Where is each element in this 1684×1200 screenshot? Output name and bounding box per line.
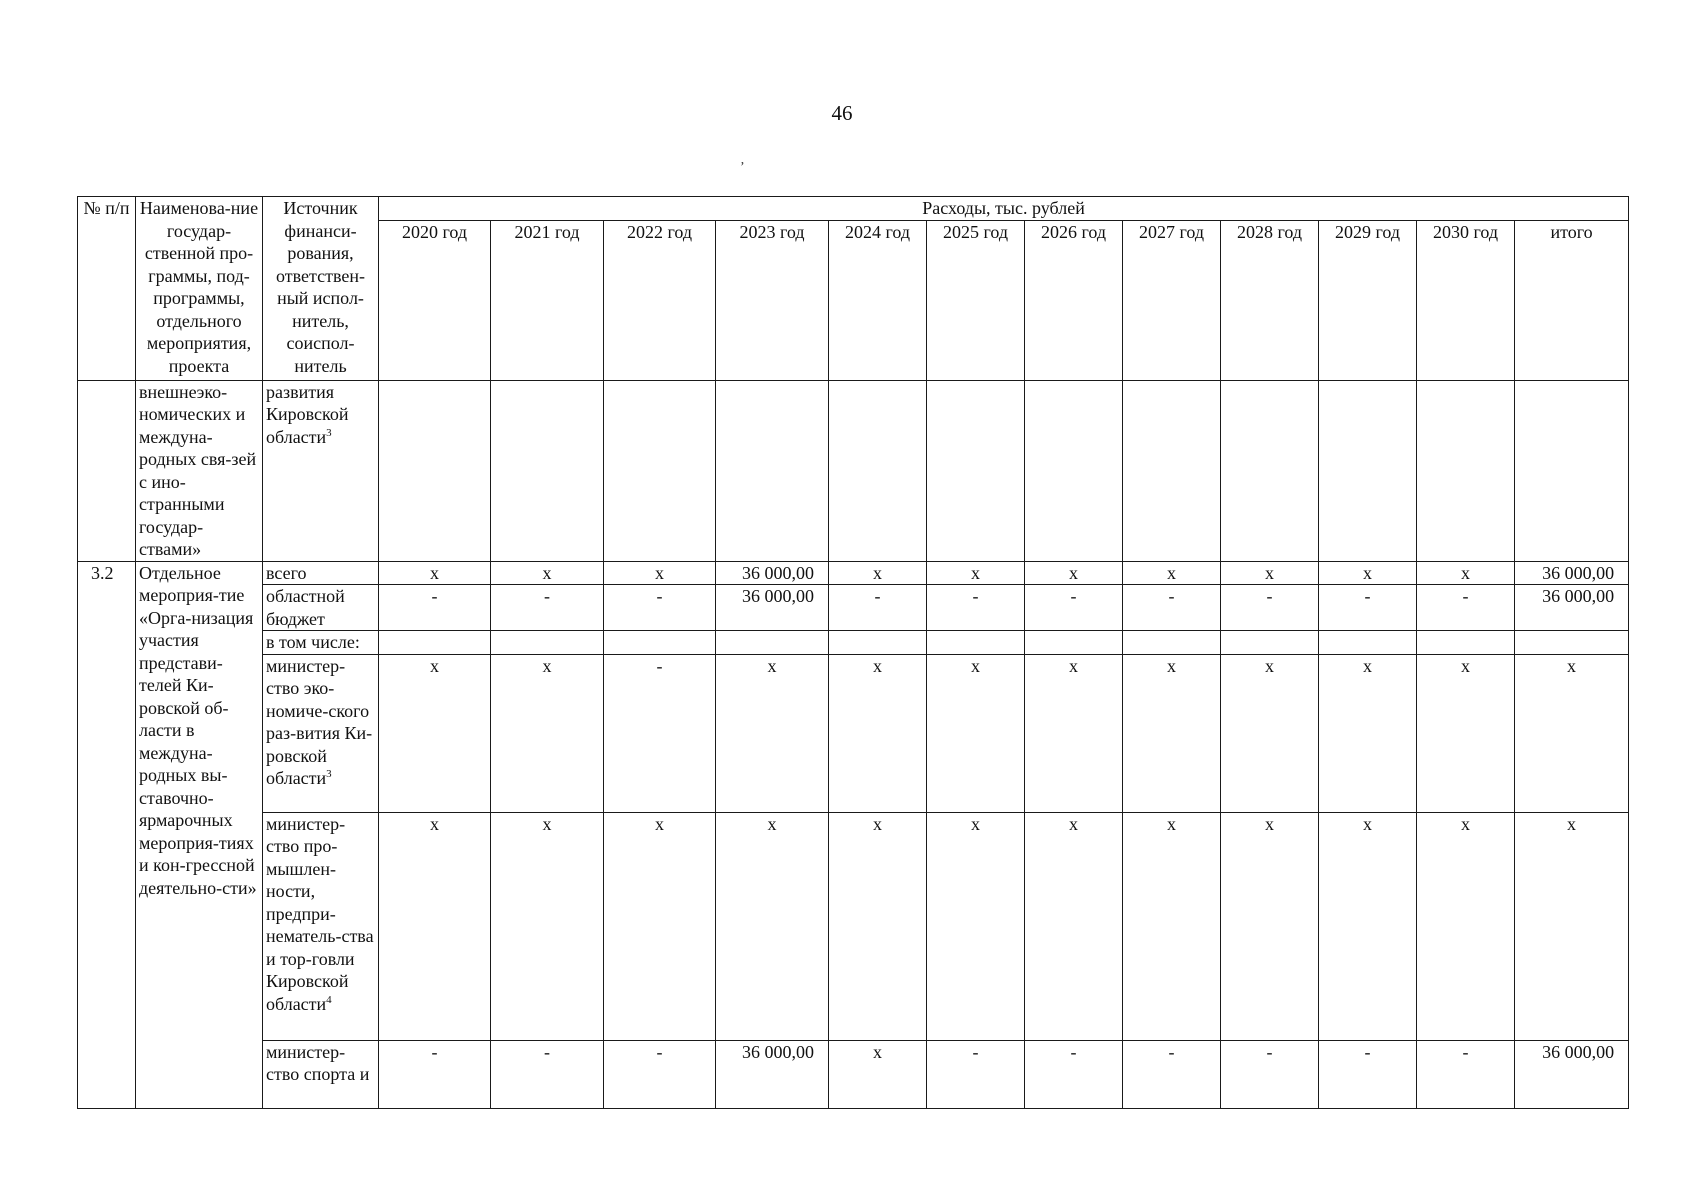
value-cell: x — [829, 1040, 927, 1108]
item-num: 3.2 — [78, 561, 136, 1108]
total-cell: x — [1515, 654, 1629, 812]
table-row — [78, 654, 1629, 812]
header-total: итого — [1515, 220, 1629, 380]
value-cell: x — [1123, 561, 1221, 585]
total-cell: 36 000,00 — [1515, 561, 1629, 585]
header-year: 2029 год — [1319, 220, 1417, 380]
header-year: 2030 год — [1417, 220, 1515, 380]
header-expenses: Расходы, тыс. рублей — [379, 197, 1629, 221]
value-cell: x — [1123, 812, 1221, 1040]
header-year: 2021 год — [491, 220, 604, 380]
value-cell — [716, 631, 829, 655]
header-year: 2028 год — [1221, 220, 1319, 380]
value-cell: x — [927, 654, 1025, 812]
value-cell: x — [379, 561, 491, 585]
page-number: 46 — [831, 101, 853, 125]
header-num: № п/п — [78, 197, 136, 381]
value-cell: x — [829, 654, 927, 812]
value-cell — [491, 631, 604, 655]
value-cell: - — [604, 654, 716, 812]
table-row — [78, 561, 1629, 585]
header-year: 2023 год — [716, 220, 829, 380]
source-cell — [263, 1040, 379, 1108]
value-cell: x — [1417, 812, 1515, 1040]
value-cell: - — [491, 1040, 604, 1108]
value-cell — [379, 631, 491, 655]
value-cell: x — [491, 812, 604, 1040]
source-text: министер-ство спорта и — [266, 1041, 370, 1084]
value-cell — [1025, 631, 1123, 655]
value-cell: - — [1123, 1040, 1221, 1108]
source-cell — [263, 812, 379, 1040]
value-cell: x — [1417, 561, 1515, 585]
table-row — [78, 631, 1629, 655]
source-cell — [263, 631, 379, 655]
value-cell: x — [1025, 812, 1123, 1040]
value-cell: x — [927, 812, 1025, 1040]
total-cell: x — [1515, 812, 1629, 1040]
value-cell: - — [927, 585, 1025, 631]
value-cell — [829, 631, 927, 655]
value-cell: - — [1025, 585, 1123, 631]
header-name: Наименова-ние государ-ственной про-граммы, под-программы, отдельного мероприятия, проекта — [136, 197, 263, 381]
budget-table — [77, 196, 1629, 1109]
source-text: министер-ство эко-номиче-ского раз-вития Ки-ровской области — [266, 655, 373, 788]
header-year: 2024 год — [829, 220, 927, 380]
value-cell: x — [1123, 654, 1221, 812]
header-year: 2026 год — [1025, 220, 1123, 380]
value-cell: - — [829, 585, 927, 631]
header-source: Источник финанси-рования, ответствен-ный испол-нитель, соиспол-нитель — [263, 197, 379, 381]
value-cell: x — [1319, 654, 1417, 812]
value-cell: x — [1319, 561, 1417, 585]
table-row — [78, 585, 1629, 631]
value-cell: x — [829, 561, 927, 585]
value-cell: - — [491, 585, 604, 631]
value-cell: - — [1319, 585, 1417, 631]
source-cell — [263, 585, 379, 631]
value-cell — [1221, 631, 1319, 655]
value-cell: 36 000,00 — [716, 1040, 829, 1108]
source-cell — [263, 654, 379, 812]
value-cell: x — [1221, 561, 1319, 585]
cont-source-cell — [263, 380, 379, 561]
value-cell — [927, 631, 1025, 655]
footnote-mark: 3 — [326, 426, 332, 439]
value-cell: - — [927, 1040, 1025, 1108]
value-cell: - — [379, 1040, 491, 1108]
value-cell: - — [1417, 1040, 1515, 1108]
value-cell: x — [927, 561, 1025, 585]
value-cell: x — [491, 654, 604, 812]
scan-speck: ʼ — [740, 160, 745, 175]
source-text: всего — [266, 562, 307, 583]
header-row-1 — [78, 197, 1629, 221]
header-year: 2027 год — [1123, 220, 1221, 380]
value-cell: - — [604, 585, 716, 631]
value-cell: - — [1417, 585, 1515, 631]
header-year: 2025 год — [927, 220, 1025, 380]
value-cell — [604, 631, 716, 655]
cont-num-cell — [78, 380, 136, 561]
value-cell: - — [1025, 1040, 1123, 1108]
value-cell — [1319, 631, 1417, 655]
total-cell: 36 000,00 — [1515, 585, 1629, 631]
value-cell: - — [1319, 1040, 1417, 1108]
value-cell: - — [1221, 585, 1319, 631]
value-cell: x — [1417, 654, 1515, 812]
value-cell: - — [1221, 1040, 1319, 1108]
table-row — [78, 812, 1629, 1040]
table-row — [78, 1040, 1629, 1108]
header-year: 2022 год — [604, 220, 716, 380]
value-cell: - — [604, 1040, 716, 1108]
value-cell: x — [829, 812, 927, 1040]
value-cell — [1417, 631, 1515, 655]
value-cell: x — [1025, 561, 1123, 585]
source-text: министер-ство про-мышлен-ности, предпри-нематель-ства и тор-говли Кировской области — [266, 813, 374, 1014]
value-cell: 36 000,00 — [716, 585, 829, 631]
value-cell: x — [1221, 654, 1319, 812]
value-cell: x — [379, 812, 491, 1040]
source-text: областной бюджет — [266, 586, 345, 629]
value-cell: x — [379, 654, 491, 812]
value-cell — [1123, 631, 1221, 655]
cont-source-text: развития Кировской области — [266, 381, 349, 447]
value-cell: - — [1123, 585, 1221, 631]
value-cell: x — [1025, 654, 1123, 812]
value-cell: x — [604, 812, 716, 1040]
value-cell: x — [1221, 812, 1319, 1040]
total-cell: 36 000,00 — [1515, 1040, 1629, 1108]
total-cell — [1515, 631, 1629, 655]
value-cell: x — [604, 561, 716, 585]
source-text: в том числе: — [266, 632, 360, 652]
header-year: 2020 год — [379, 220, 491, 380]
cont-name-cell: внешнеэко-номических и междуна-родных свя-зей с ино-странными государ-ствами» — [136, 380, 263, 561]
value-cell: x — [716, 812, 829, 1040]
value-cell: x — [1319, 812, 1417, 1040]
value-cell: 36 000,00 — [716, 561, 829, 585]
footnote-mark: 4 — [326, 993, 332, 1006]
item-name: Отдельное мероприя-тие «Орга-низация участия представи-телей Ки-ровской об-ласти в междуна-родных вы-ставочно-ярмарочных мероприя-тиях и кон-грессной деятельно-сти» — [136, 561, 263, 1108]
value-cell: x — [716, 654, 829, 812]
footnote-mark: 3 — [326, 768, 332, 780]
continuation-row — [78, 380, 1629, 561]
source-cell — [263, 561, 379, 585]
value-cell: - — [379, 585, 491, 631]
value-cell: x — [491, 561, 604, 585]
